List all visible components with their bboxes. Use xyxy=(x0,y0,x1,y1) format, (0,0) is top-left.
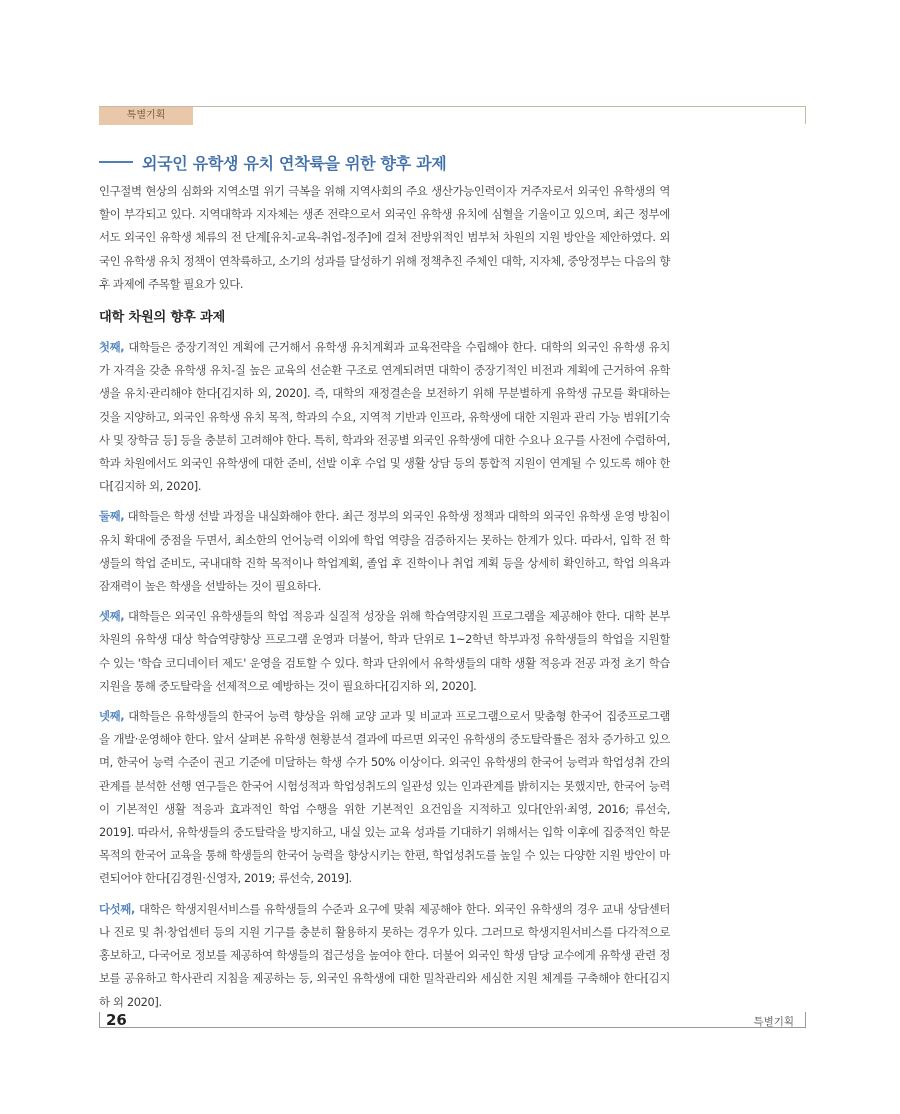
list-item xyxy=(99,898,670,1014)
footer-rule xyxy=(99,1027,806,1028)
header-rule-tick xyxy=(805,106,806,124)
item-text: 대학들은 학생 선발 과정을 내실화해야 한다. 최근 정부의 외국인 유학생 정책과 대학의 외국인 유학생 운영 방침이 유치 확대에 중점을 두면서, 최소한의 언어능력 이외에 학업 역량을 검증하지는 못하는 한계가 있다. 따라서, 입학 전 학생들의 학업 준비도, 국내대학 진학 목적이나 학업계획, 졸업 후 진학이나 취업 계획 등을 상세히 확인하고, 학업 의욕과 잠재력이 높은 학생을 선발하는 것이 필요하다. xyxy=(99,509,670,594)
subheading: 대학 차원의 향후 과제 xyxy=(99,310,226,326)
item-ordinal: 둘째, xyxy=(99,509,125,524)
header-rule xyxy=(99,106,806,107)
footer-rule-tick-right xyxy=(805,1012,806,1027)
article-title-row xyxy=(99,150,446,174)
intro-paragraph: 인구절벽 현상의 심화와 지역소멸 위기 극복을 위해 지역사회의 주요 생산가능인력이자 거주자로서 외국인 유학생의 역할이 부각되고 있다. 지역대학과 지자체는 생존 전략으로서 외국인 유학생 유치에 심혈을 기울이고 있으며, 최근 정부에서도 외국인 유학생 체류의 전 단계[유치-교육-취업-정주]에 걸쳐 전방위적인 범부처 차원의 지원 방안을 제안하였다. 외국인 유학생 유치 정책이 연착륙하고, 소기의 성과를 달성하기 위해 정책추진 주체인 대학, 지자체, 중앙정부는 다음의 향후 과제에 주목할 필요가 있다. xyxy=(99,184,670,291)
list-item xyxy=(99,336,670,498)
footer-section-label: 특별기획 xyxy=(753,1016,794,1028)
item-text: 대학들은 유학생들의 한국어 능력 향상을 위해 교양 교과 및 비교과 프로그램으로서 맞춤형 한국어 집중프로그램을 개발·운영해야 한다. 앞서 살펴본 유학생 현황분석 결과에 따르면 외국인 유학생의 중도탈락률은 점차 증가하고 있으며, 한국어 능력 수준이 권고 기준에 미달하는 학생 수가 50% 이상이다. 외국인 유학생의 한국어 능력과 학업성취 간의 관계를 분석한 선행 연구들은 한국어 시험성적과 학업성취도의 일관성 있는 인과관계를 밝히지는 못했지만, 한국어 능력이 기본적인 생활 적응과 효과적인 학업 수행을 위한 기본적인 요건임을 지적하고 있다[안위·최영, 2016; 류선숙, 2019]. 따라서, 유학생들의 중도탈락을 방지하고, 내실 있는 교육 성과를 기대하기 위해서는 입학 이후에 집중적인 학문 목적의 한국어 교육을 통해 학생들의 한국어 능력을 향상시키는 한편, 학업성취도를 높일 수 있는 다양한 지원 방안이 마련되어야 한다[김경원·신영자, 2019; 류선숙, 2019]. xyxy=(99,709,670,886)
item-text: 대학들은 외국인 유학생들의 학업 적응과 실질적 성장을 위해 학습역량지원 프로그램을 제공해야 한다. 대학 본부 차원의 유학생 대상 학습역량향상 프로그램 운영과 더불어, 학과 단위로 1~2학년 학부과정 유학생들의 학업을 지원할 수 있는 '학습 코디네이터 제도' 운영을 검토할 수 있다. 학과 단위에서 유학생들의 대학 생활 적응과 전공 과정 초기 학습 지원을 통해 중도탈락을 선제적으로 예방하는 것이 필요하다[김지하 외, 2020]. xyxy=(99,609,670,693)
article-body xyxy=(99,180,670,1021)
item-text: 대학들은 중장기적인 계획에 근거해서 유학생 유치계획과 교육전략을 수립해야 한다. 대학의 외국인 유학생 유치가 자격을 갖춘 유학생 유치-질 높은 교육의 선순환 구조로 연계되려면 대학이 중장기적인 비전과 계획에 근거하여 유학생을 유치·관리해야 한다[김지하 외, 2020]. 즉, 대학의 재정결손을 보전하기 위해 무분별하게 유학생 규모를 확대하는 것을 지양하고, 외국인 유학생 유치 목적, 학과의 수요, 지역적 기반과 인프라, 유학생에 대한 지원과 관리 가능 범위[기숙사 및 장학금 등] 등을 충분히 고려해야 한다. 특히, 학과와 전공별 외국인 유학생에 대한 수요나 요구를 사전에 수렴하여, 학과 차원에서도 외국인 유학생에 대한 준비, 선발 이후 수업 및 생활 상담 등의 통합적 지원이 연계될 수 있도록 해야 한다[김지하 외, 2020]. xyxy=(99,340,670,494)
list-item xyxy=(99,705,670,891)
page-number: 26 xyxy=(106,1011,127,1029)
title-dash-icon xyxy=(99,161,133,163)
item-ordinal: 첫째, xyxy=(99,340,125,355)
item-ordinal: 넷째, xyxy=(99,709,125,724)
section-tag: 특별기획 xyxy=(99,107,193,125)
item-text: 대학은 학생지원서비스를 유학생들의 수준과 요구에 맞춰 제공해야 한다. 외국인 유학생의 경우 교내 상담센터나 진로 및 취·창업센터 등의 지원 기구를 충분히 활용하지 못하는 경우가 있다. 그러므로 학생지원서비스를 다각적으로 홍보하고, 다국어로 정보를 제공하여 학생들의 접근성을 높여야 한다. 더불어 외국인 학생 담당 교수에게 유학생 관련 정보를 공유하고 학사관리 지침을 제공하는 등, 외국인 유학생에 대한 밀착관리와 세심한 지원 체계를 구축해야 한다[김지하 외 2020]. xyxy=(99,901,670,1009)
article-title: 외국인 유학생 유치 연착륙을 위한 향후 과제 xyxy=(142,153,447,173)
item-ordinal: 셋째, xyxy=(99,609,125,624)
list-item xyxy=(99,605,670,698)
item-ordinal: 다섯째, xyxy=(99,901,135,916)
footer-rule-tick-left xyxy=(99,1012,100,1027)
list-item xyxy=(99,505,670,598)
